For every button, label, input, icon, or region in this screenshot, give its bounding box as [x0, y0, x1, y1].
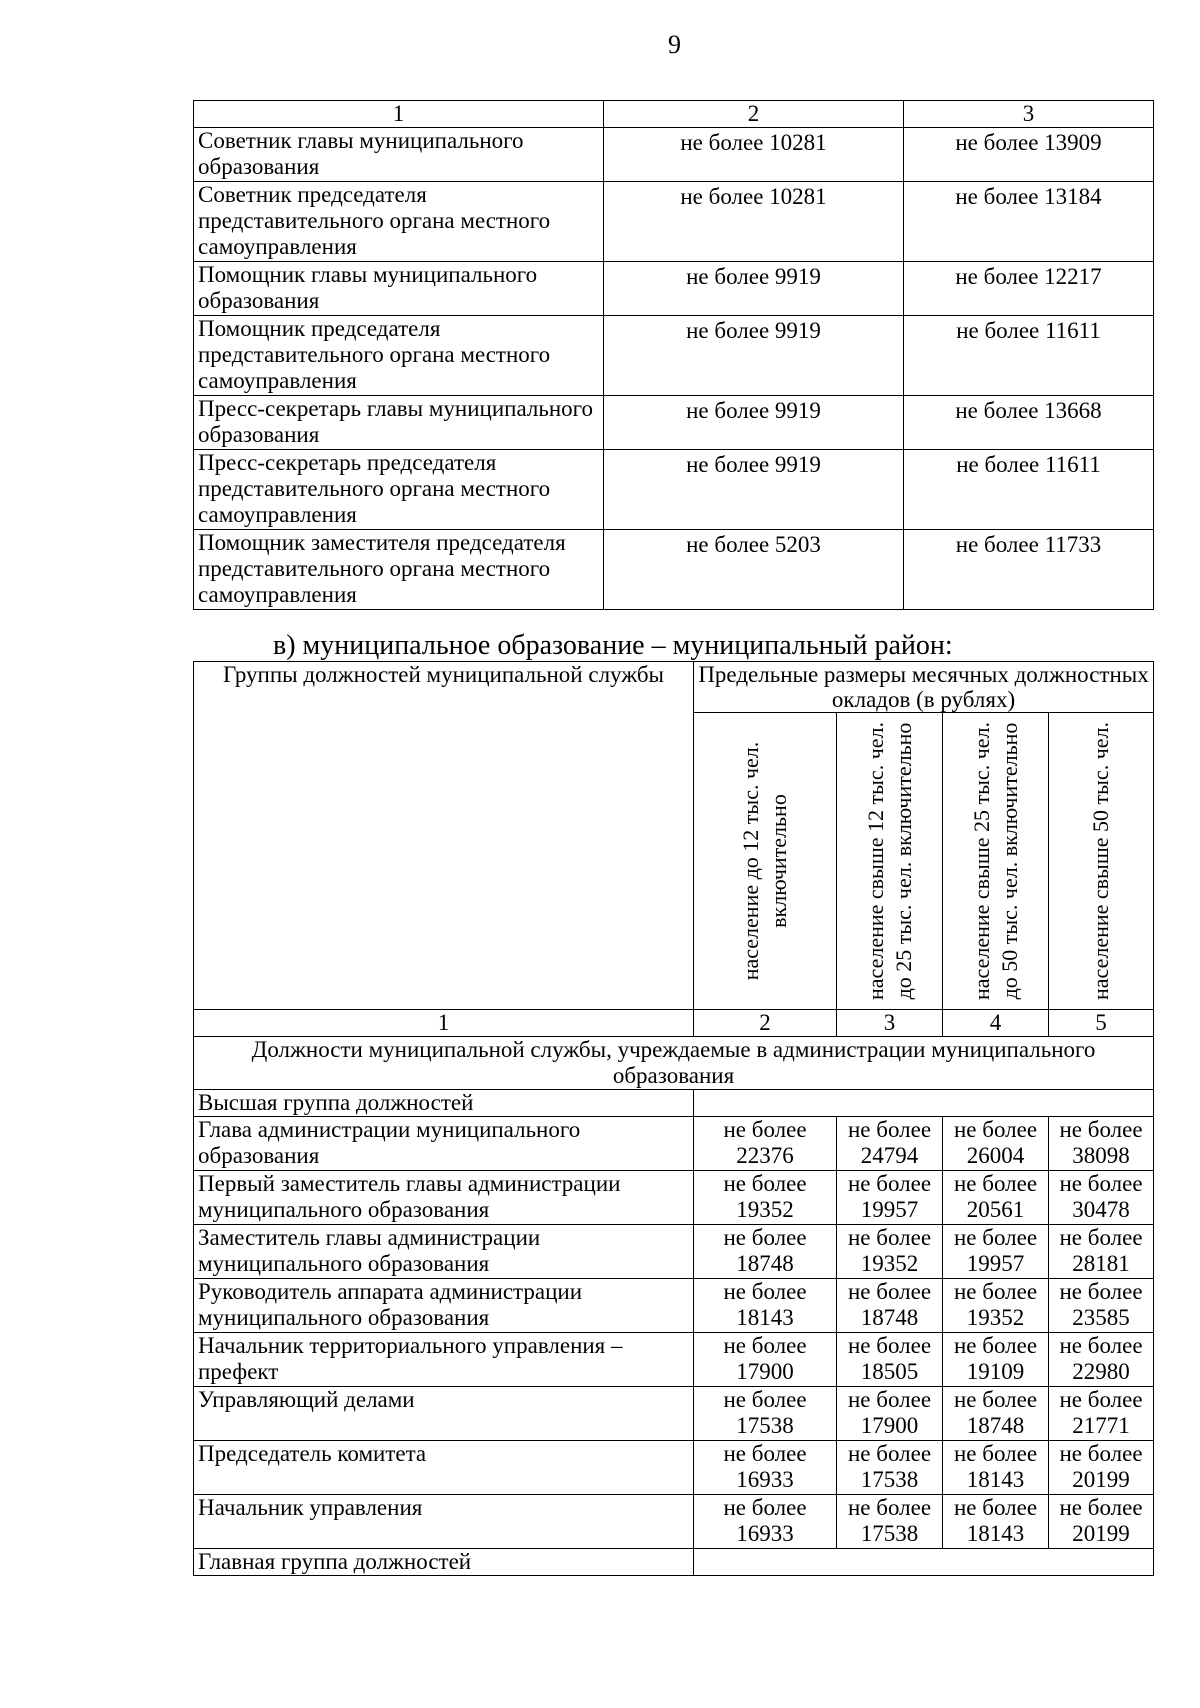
salary-value: 28181	[1072, 1251, 1130, 1276]
salary-cell	[1049, 1279, 1154, 1333]
column-number-row	[194, 1010, 1154, 1037]
salary-prefix: не более	[723, 1171, 807, 1196]
position-title: Пресс-секретарь председателя представительного органа местного самоуправления	[194, 450, 604, 530]
table-row	[194, 1279, 1154, 1333]
column-number: 4	[943, 1010, 1049, 1037]
salary-value: 17900	[860, 1413, 919, 1438]
table-row	[194, 262, 1154, 316]
header-salary-limits: Предельные размеры месячных должностных окладов (в рублях)	[694, 662, 1154, 713]
salary-value: не более 11611	[904, 450, 1154, 530]
table-header-row	[194, 662, 1154, 713]
table-row	[194, 1333, 1154, 1387]
salary-prefix: не более	[847, 1225, 932, 1250]
salary-value: не более 9919	[604, 450, 904, 530]
position-title: Председатель комитета	[194, 1441, 694, 1495]
salary-cell	[837, 1225, 943, 1279]
salary-value: 22376	[736, 1143, 794, 1168]
salary-cell	[1049, 1441, 1154, 1495]
salary-prefix: не более	[723, 1387, 807, 1412]
salary-prefix: не более	[1059, 1171, 1143, 1196]
salary-cell	[837, 1387, 943, 1441]
position-title: Глава администрации муниципального образования	[194, 1117, 694, 1171]
column-number: 2	[694, 1010, 837, 1037]
position-title: Начальник территориального управления – префект	[194, 1333, 694, 1387]
empty-cell	[694, 1090, 1154, 1117]
position-title: Помощник председателя представительного органа местного самоуправления	[194, 316, 604, 396]
salary-value: 17538	[860, 1521, 919, 1546]
salary-cell	[837, 1441, 943, 1495]
salary-prefix: не более	[723, 1279, 807, 1304]
salary-cell	[694, 1333, 837, 1387]
salary-prefix: не более	[1059, 1279, 1143, 1304]
salary-value: 19957	[966, 1251, 1025, 1276]
group-title: Высшая группа должностей	[194, 1090, 694, 1117]
position-title: Заместитель главы администрации муниципального образования	[194, 1225, 694, 1279]
table-row	[194, 450, 1154, 530]
section-header: Должности муниципальной службы, учреждаемые в администрации муниципального образования	[194, 1037, 1154, 1090]
salary-value: 20199	[1072, 1521, 1130, 1546]
table-row	[194, 128, 1154, 182]
salary-value: не более 11611	[904, 316, 1154, 396]
column-number-2: 2	[604, 101, 904, 128]
salary-value: не более 9919	[604, 316, 904, 396]
column-number-3: 3	[904, 101, 1154, 128]
salary-value: не более 10281	[604, 128, 904, 182]
salary-value: 21771	[1072, 1413, 1130, 1438]
salary-value: 18748	[736, 1251, 794, 1276]
salary-value: 22980	[1072, 1359, 1130, 1384]
salary-cell	[837, 1495, 943, 1549]
salary-prefix: не более	[1059, 1441, 1143, 1466]
salary-cell	[837, 1171, 943, 1225]
salary-cell	[1049, 1495, 1154, 1549]
salary-prefix: не более	[847, 1495, 932, 1520]
salary-value: 38098	[1072, 1143, 1130, 1168]
position-title: Руководитель аппарата администрации муниципального образования	[194, 1279, 694, 1333]
salary-cell	[694, 1279, 837, 1333]
salary-value: 18143	[736, 1305, 794, 1330]
population-header-label: население свыше 12 тыс. чел. до 25 тыс. чел. включительно	[862, 722, 916, 1000]
column-number: 5	[1049, 1010, 1154, 1037]
population-header-cell	[943, 713, 1049, 1010]
group-title: Главная группа должностей	[194, 1549, 694, 1576]
salary-prefix: не более	[847, 1171, 932, 1196]
salary-cell	[694, 1441, 837, 1495]
salary-value: не более 12217	[904, 262, 1154, 316]
table-row	[194, 182, 1154, 262]
position-title: Управляющий делами	[194, 1387, 694, 1441]
salary-prefix: не более	[953, 1333, 1038, 1358]
column-number: 1	[194, 1010, 694, 1037]
salary-value: 23585	[1072, 1305, 1130, 1330]
salary-prefix: не более	[723, 1333, 807, 1358]
salary-value: 20561	[966, 1197, 1025, 1222]
salary-prefix: не более	[1059, 1387, 1143, 1412]
salary-cell	[943, 1171, 1049, 1225]
salary-value: 20199	[1072, 1467, 1130, 1492]
salary-cell	[1049, 1387, 1154, 1441]
column-number-1: 1	[194, 101, 604, 128]
salary-cell	[1049, 1171, 1154, 1225]
salary-value: 26004	[966, 1143, 1025, 1168]
table-row	[194, 1171, 1154, 1225]
salary-value: 16933	[736, 1467, 794, 1492]
salary-cell	[1049, 1117, 1154, 1171]
salary-prefix: не более	[723, 1441, 807, 1466]
salary-prefix: не более	[723, 1117, 807, 1142]
salary-prefix: не более	[953, 1495, 1038, 1520]
salary-cell	[694, 1495, 837, 1549]
salary-value: не более 9919	[604, 396, 904, 450]
salary-prefix: не более	[1059, 1225, 1143, 1250]
salary-prefix: не более	[723, 1495, 807, 1520]
salary-cell	[1049, 1225, 1154, 1279]
salary-value: 30478	[1072, 1197, 1130, 1222]
salary-value: не более 11733	[904, 530, 1154, 610]
header-position-groups: Группы должностей муниципальной службы	[194, 662, 694, 1010]
position-title: Пресс-секретарь главы муниципального образования	[194, 396, 604, 450]
salary-prefix: не более	[953, 1387, 1038, 1412]
salary-prefix: не более	[847, 1279, 932, 1304]
salary-value: не более 13184	[904, 182, 1154, 262]
salary-cell	[694, 1225, 837, 1279]
salary-value: 17538	[736, 1413, 794, 1438]
salary-value: 19352	[736, 1197, 794, 1222]
salary-prefix: не более	[847, 1441, 932, 1466]
position-title: Советник главы муниципального образования	[194, 128, 604, 182]
salary-table-municipal-district	[193, 661, 1154, 1576]
group-row	[194, 1090, 1154, 1117]
table-row	[194, 316, 1154, 396]
salary-value: 24794	[860, 1143, 919, 1168]
position-title: Советник председателя представительного органа местного самоуправления	[194, 182, 604, 262]
population-header-label: население до 12 тыс. чел. включительно	[738, 741, 791, 981]
table-row	[194, 530, 1154, 610]
empty-cell	[694, 1549, 1154, 1576]
salary-value: 19957	[860, 1197, 919, 1222]
salary-cell	[837, 1333, 943, 1387]
salary-table-advisers	[193, 100, 1154, 610]
salary-value: 18748	[966, 1413, 1025, 1438]
salary-prefix: не более	[953, 1225, 1038, 1250]
salary-value: не более 10281	[604, 182, 904, 262]
salary-cell	[943, 1387, 1049, 1441]
salary-prefix: не более	[847, 1117, 932, 1142]
salary-value: не более 13909	[904, 128, 1154, 182]
salary-cell	[694, 1117, 837, 1171]
salary-value: 19352	[860, 1251, 919, 1276]
salary-prefix: не более	[1059, 1495, 1143, 1520]
population-header-label: население свыше 25 тыс. чел. до 50 тыс. чел. включительно	[968, 722, 1022, 1000]
population-header-cell	[694, 713, 837, 1010]
population-header-cell	[837, 713, 943, 1010]
salary-value: не более 9919	[604, 262, 904, 316]
table-row	[194, 1495, 1154, 1549]
salary-value: 17538	[860, 1467, 919, 1492]
salary-prefix: не более	[847, 1333, 932, 1358]
table-row	[194, 396, 1154, 450]
salary-cell	[837, 1117, 943, 1171]
table-row	[194, 1441, 1154, 1495]
salary-prefix: не более	[953, 1117, 1038, 1142]
salary-cell	[694, 1387, 837, 1441]
salary-cell	[943, 1333, 1049, 1387]
salary-cell	[943, 1117, 1049, 1171]
salary-cell	[837, 1279, 943, 1333]
salary-value: 18143	[966, 1521, 1025, 1546]
salary-cell	[1049, 1333, 1154, 1387]
salary-cell	[943, 1279, 1049, 1333]
salary-value: 16933	[736, 1521, 794, 1546]
table-row	[194, 1117, 1154, 1171]
table-header-row	[194, 101, 1154, 128]
section-header-row	[194, 1037, 1154, 1090]
salary-prefix: не более	[953, 1441, 1038, 1466]
salary-prefix: не более	[1059, 1117, 1143, 1142]
position-title: Помощник главы муниципального образования	[194, 262, 604, 316]
salary-prefix: не более	[723, 1225, 807, 1250]
population-header-label: население свыше 50 тыс. чел.	[1088, 722, 1114, 1000]
population-header-cell	[1049, 713, 1154, 1010]
salary-value: 18143	[966, 1467, 1025, 1492]
column-number: 3	[837, 1010, 943, 1037]
table-row	[194, 1387, 1154, 1441]
salary-value: не более 13668	[904, 396, 1154, 450]
salary-value: 18748	[860, 1305, 919, 1330]
salary-cell	[694, 1171, 837, 1225]
position-title: Первый заместитель главы администрации муниципального образования	[194, 1171, 694, 1225]
group-row	[194, 1549, 1154, 1576]
salary-value: не более 5203	[604, 530, 904, 610]
salary-value: 18505	[860, 1359, 919, 1384]
salary-prefix: не более	[953, 1279, 1038, 1304]
salary-value: 17900	[736, 1359, 794, 1384]
salary-cell	[943, 1441, 1049, 1495]
position-title: Помощник заместителя председателя представительного органа местного самоуправления	[194, 530, 604, 610]
salary-prefix: не более	[1059, 1333, 1143, 1358]
page-number: 9	[668, 30, 681, 59]
salary-prefix: не более	[953, 1171, 1038, 1196]
salary-cell	[943, 1495, 1049, 1549]
section-title: в) муниципальное образование – муниципальный район:	[273, 630, 953, 661]
table-row	[194, 1225, 1154, 1279]
salary-cell	[943, 1225, 1049, 1279]
position-title: Начальник управления	[194, 1495, 694, 1549]
salary-value: 19109	[966, 1359, 1025, 1384]
salary-prefix: не более	[847, 1387, 932, 1412]
salary-value: 19352	[966, 1305, 1025, 1330]
